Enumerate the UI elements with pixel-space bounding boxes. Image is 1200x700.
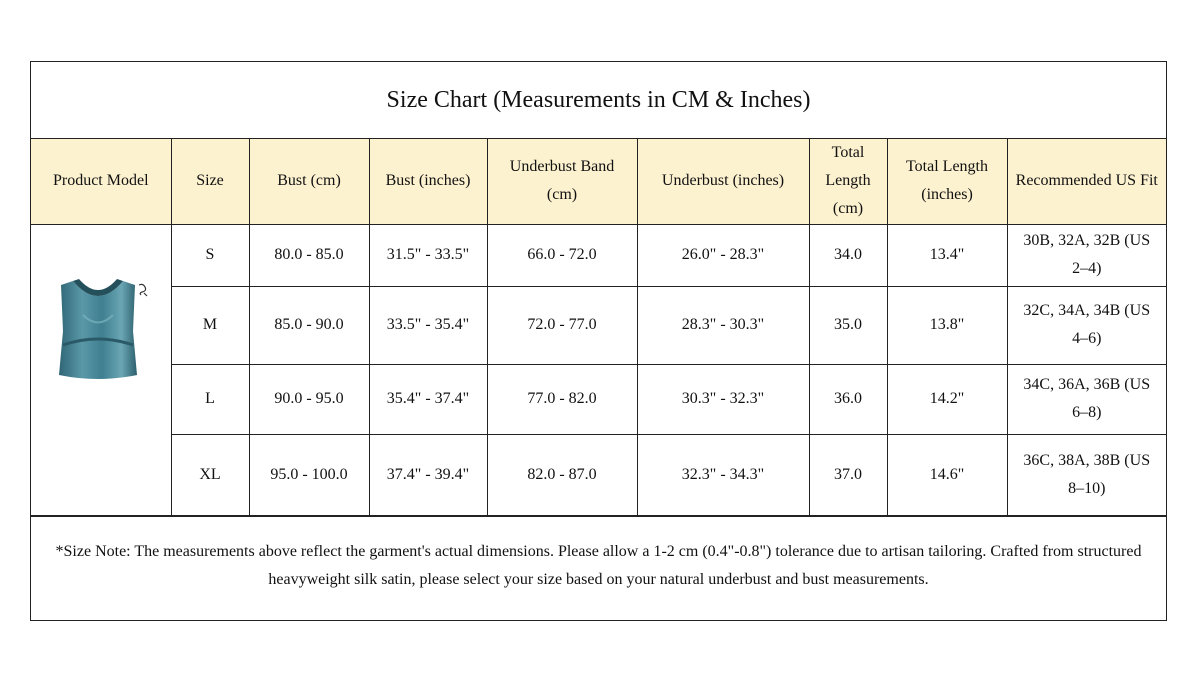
header-us-fit: Recommended US Fit [1007, 139, 1166, 224]
cell-bust-inches: 33.5" - 35.4" [369, 286, 487, 364]
header-bust-inches: Bust (inches) [369, 139, 487, 224]
table-row [31, 364, 1166, 434]
header-bust-cm: Bust (cm) [249, 139, 369, 224]
size-note: *Size Note: The measurements above reflect the garment's actual dimensions. Please allow a 1-2 cm (0.4"-0.8") tolerance due to artisan tailoring. Crafted from structured heavyweight silk satin, please select your size based on your natural underbust and bust measurements. [31, 515, 1166, 620]
brand-mark-icon [137, 283, 149, 297]
cell-length-inches: 14.6" [887, 434, 1007, 516]
cell-size: S [171, 224, 249, 286]
table-row [31, 434, 1166, 516]
cell-underbust-cm: 77.0 - 82.0 [487, 364, 637, 434]
cell-bust-inches: 31.5" - 33.5" [369, 224, 487, 286]
cell-us-fit: 32C, 34A, 34B (US 4–6) [1007, 286, 1166, 364]
cell-bust-cm: 85.0 - 90.0 [249, 286, 369, 364]
cell-size: L [171, 364, 249, 434]
size-chart-frame [30, 61, 1167, 621]
size-table [31, 139, 1166, 517]
cell-bust-cm: 80.0 - 85.0 [249, 224, 369, 286]
product-bra-image [53, 275, 143, 385]
cell-length-inches: 13.4" [887, 224, 1007, 286]
cell-bust-cm: 90.0 - 95.0 [249, 364, 369, 434]
cell-underbust-inches: 28.3" - 30.3" [637, 286, 809, 364]
cell-length-cm: 36.0 [809, 364, 887, 434]
cell-bust-inches: 37.4" - 39.4" [369, 434, 487, 516]
chart-title: Size Chart (Measurements in CM & Inches) [31, 62, 1166, 139]
header-product-model: Product Model [31, 139, 171, 224]
cell-us-fit: 30B, 32A, 32B (US 2–4) [1007, 224, 1166, 286]
cell-underbust-inches: 32.3" - 34.3" [637, 434, 809, 516]
product-image-cell [31, 224, 171, 516]
cell-us-fit: 36C, 38A, 38B (US 8–10) [1007, 434, 1166, 516]
cell-length-inches: 13.8" [887, 286, 1007, 364]
cell-length-inches: 14.2" [887, 364, 1007, 434]
header-size: Size [171, 139, 249, 224]
cell-underbust-cm: 82.0 - 87.0 [487, 434, 637, 516]
cell-bust-cm: 95.0 - 100.0 [249, 434, 369, 516]
header-underbust-inches: Underbust (inches) [637, 139, 809, 224]
table-row [31, 224, 1166, 286]
cell-underbust-cm: 72.0 - 77.0 [487, 286, 637, 364]
cell-size: XL [171, 434, 249, 516]
cell-us-fit: 34C, 36A, 36B (US 6–8) [1007, 364, 1166, 434]
header-underbust-cm: Underbust Band (cm) [487, 139, 637, 224]
header-row [31, 139, 1166, 224]
header-total-length-inches: Total Length (inches) [887, 139, 1007, 224]
cell-underbust-inches: 30.3" - 32.3" [637, 364, 809, 434]
cell-length-cm: 34.0 [809, 224, 887, 286]
cell-bust-inches: 35.4" - 37.4" [369, 364, 487, 434]
header-total-length-cm: Total Length (cm) [809, 139, 887, 224]
cell-length-cm: 37.0 [809, 434, 887, 516]
cell-underbust-cm: 66.0 - 72.0 [487, 224, 637, 286]
cell-size: M [171, 286, 249, 364]
cell-length-cm: 35.0 [809, 286, 887, 364]
table-row [31, 286, 1166, 364]
cell-underbust-inches: 26.0" - 28.3" [637, 224, 809, 286]
